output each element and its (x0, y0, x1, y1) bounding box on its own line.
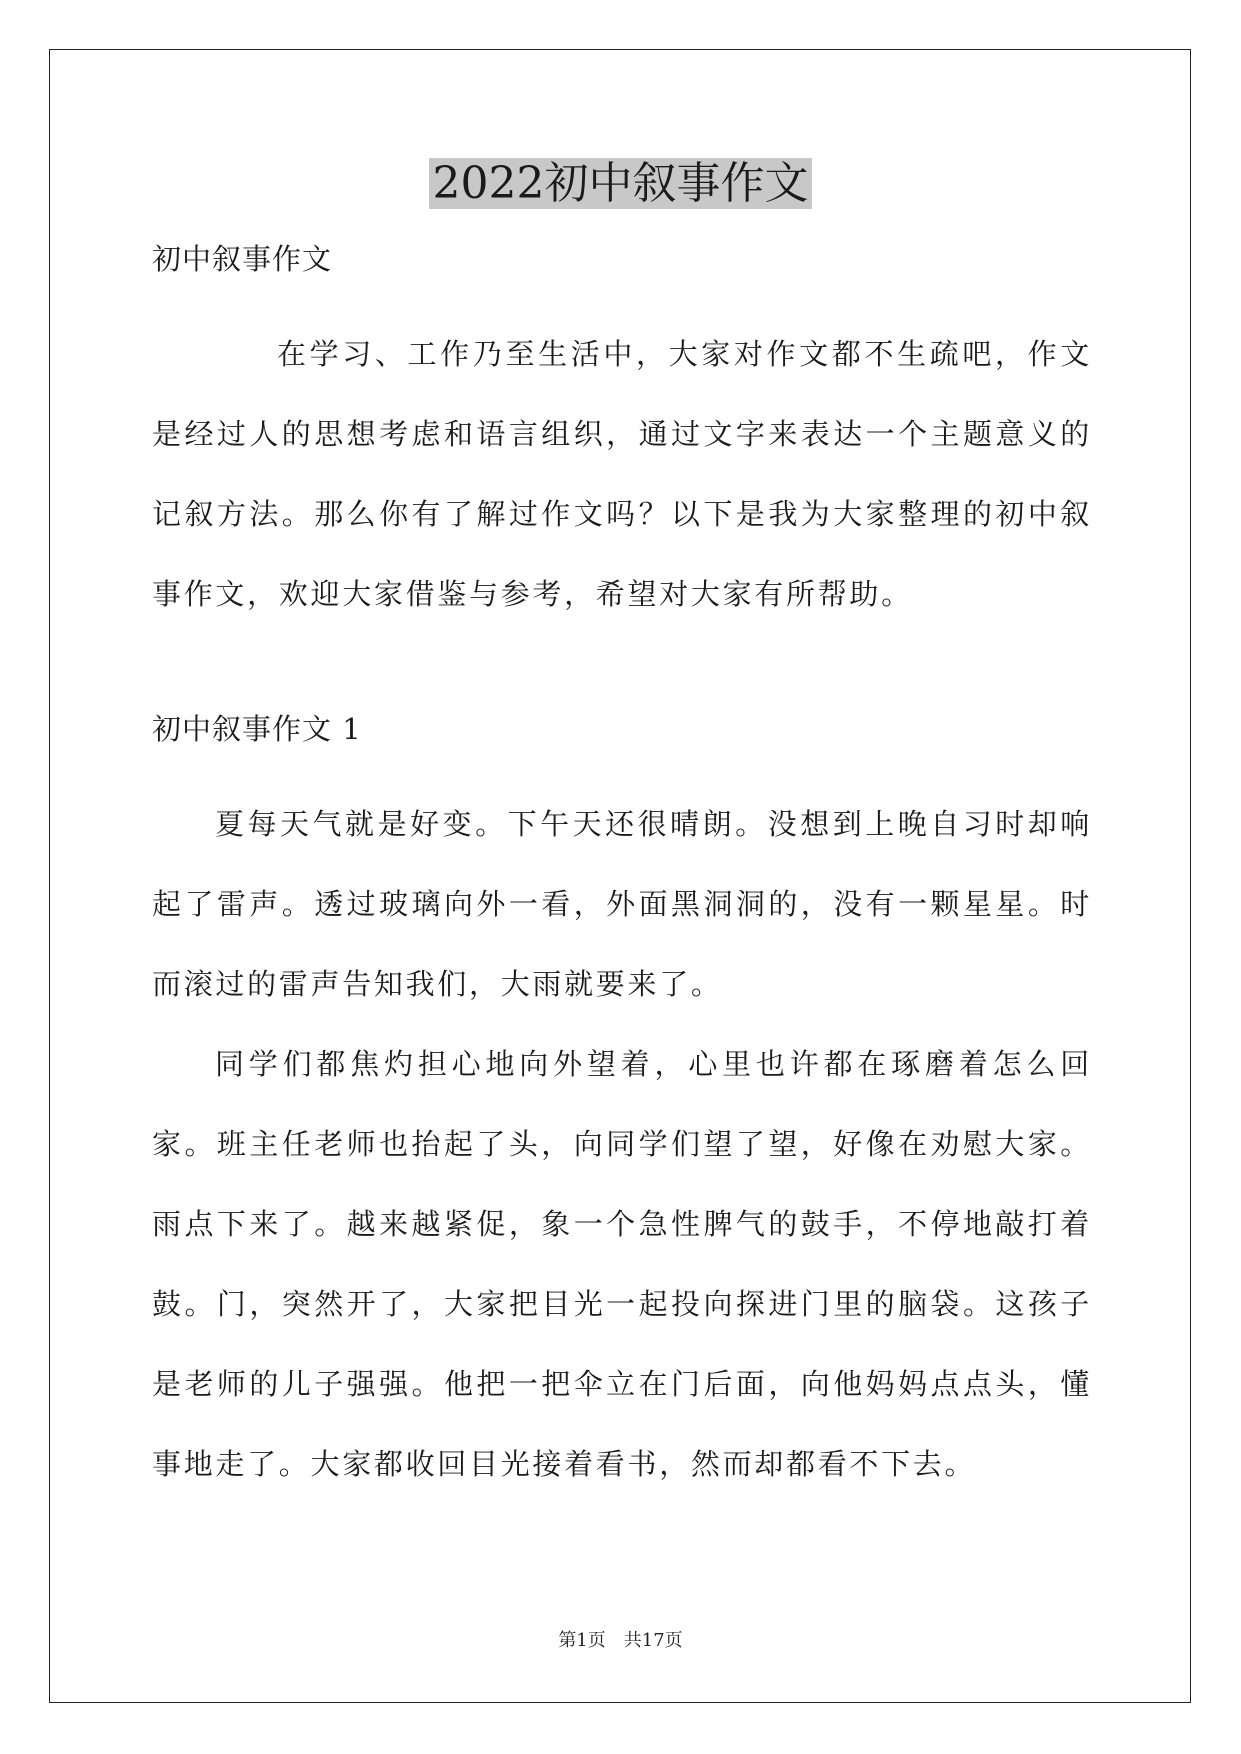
body-paragraph-1: 夏每天气就是好变。下午天还很晴朗。没想到上晚自习时却响起了雷声。透过玻璃向外一看，外面黑洞洞的，没有一颗星星。时而滚过的雷声告知我们，大雨就要来了。 (152, 807, 1092, 1001)
subtitle: 初中叙事作文 (152, 242, 333, 276)
document-title-text: 2022初中叙事作文 (429, 158, 813, 209)
document-title (0, 154, 1241, 214)
page-number: 第1页 (558, 1630, 606, 1651)
section-heading: 初中叙事作文 1 (152, 712, 362, 746)
intro-paragraph: 在学习、工作乃至生活中，大家对作文都不生疏吧，作文是经过人的思想考虑和语言组织，通过文字来表达一个主题意义的记叙方法。那么你有了解过作文吗？以下是我为大家整理的初中叙事作文，欢迎大家借鉴与参考，希望对大家有所帮助。 (152, 337, 1092, 611)
document-body (152, 235, 1092, 1504)
body-paragraph-2: 同学们都焦灼担心地向外望着，心里也许都在琢磨着怎么回家。班主任老师也抬起了头，向同学们望了望，好像在劝慰大家。雨点下来了。越来越紧促，象一个急性脾气的鼓手，不停地敲打着鼓。门，突然开了，大家把目光一起投向探进门里的脑袋。这孩子是老师的儿子强强。他把一把伞立在门后面，向他妈妈点点头，懂事地走了。大家都收回目光接着看书，然而却都看不下去。 (152, 1047, 1092, 1481)
page-footer (0, 1629, 1241, 1653)
page-total: 共17页 (623, 1630, 683, 1651)
